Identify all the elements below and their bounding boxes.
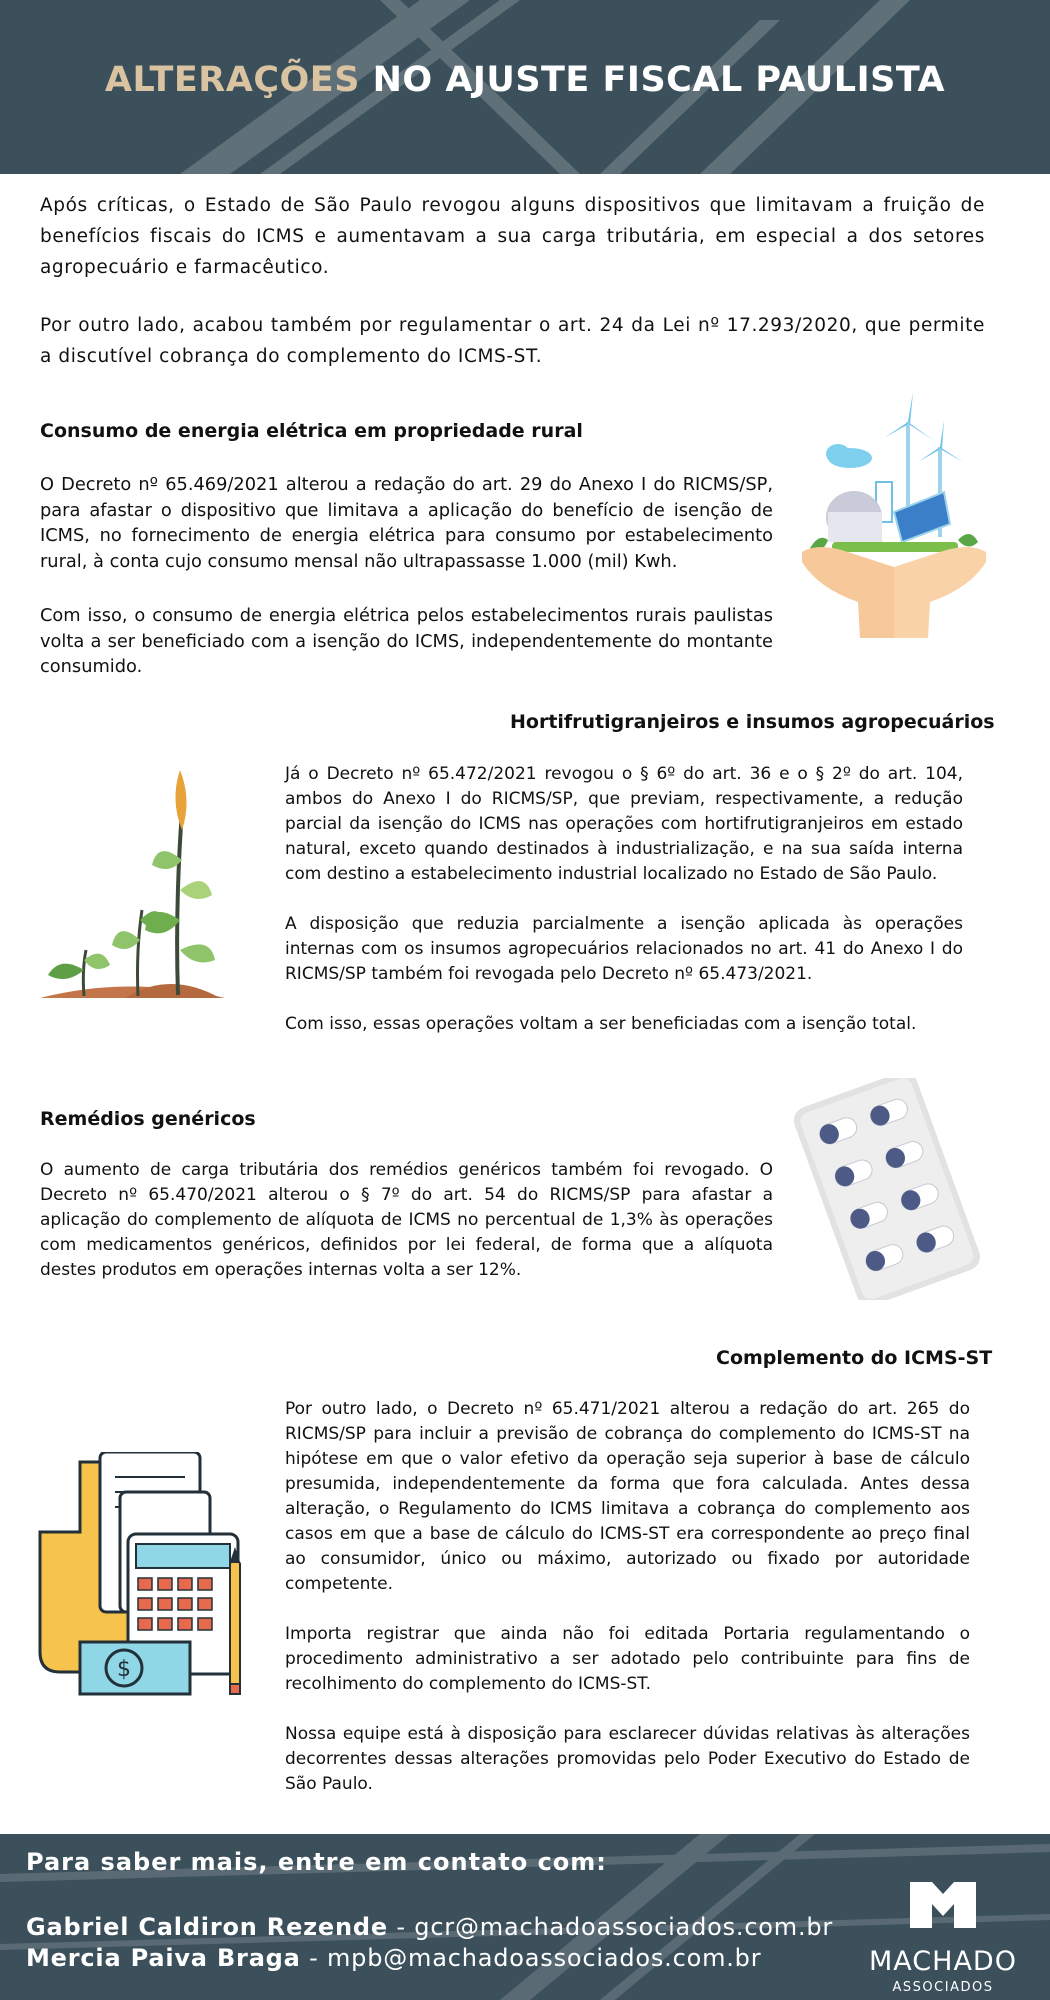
- wind-energy-hands-icon: [798, 392, 990, 638]
- page-footer: [0, 1834, 1050, 2000]
- energia-paragraph-2: Com isso, o consumo de energia elétrica pelos estabelecimentos rurais paulistas volta a ser beneficiado com a isenção do ICMS, independentemente do montante consumido.: [40, 605, 773, 677]
- section-title-icmsst: Complemento do ICMS-ST: [716, 1347, 993, 1369]
- contact-row-1: [26, 1913, 833, 1941]
- energia-paragraph-1: O Decreto nº 65.469/2021 alterou a redação do art. 29 do Anexo I do RICMS/SP, para afastar o dispositivo que limitava a aplicação do benefício de isenção de ICMS, no fornecimento de energia elétrica para consumo por estabelecimento rural, à conta cujo consumo mensal não ultrapassasse 1.000 (mil) Kwh.: [40, 474, 773, 572]
- icmsst-paragraph-2: Importa registrar que ainda não foi editada Portaria regulamentando o procedimento administrativo a ser adotado pelo contribuinte para fins de recolhimento do complemento do ICMS-ST.: [285, 1624, 970, 1694]
- section-title-energia: Consumo de energia elétrica em propriedade rural: [40, 420, 583, 442]
- page-title: [0, 60, 1050, 100]
- horti-paragraph-2: A disposição que reduzia parcialmente a isenção aplicada às operações internas com os insumos agropecuários relacionados no art. 41 do Anexo I do RICMS/SP também foi revogada pelo Decreto nº 65.473/2021.: [285, 914, 963, 984]
- page-title-accent: ALTERAÇÕES: [104, 60, 360, 100]
- pill-blister-icon: [784, 1078, 989, 1300]
- page-header: [0, 0, 1050, 174]
- svg-text:$: $: [117, 1657, 131, 1682]
- contact-email-2[interactable]: mpb@machadoassociados.com.br: [327, 1944, 762, 1972]
- logo-name: MACHADO: [869, 1946, 1017, 1977]
- section-title-horti: Hortifrutigranjeiros e insumos agropecuários: [510, 711, 995, 733]
- icmsst-paragraph-1: Por outro lado, o Decreto nº 65.471/2021 alterou a redação do art. 265 do RICMS/SP para incluir a previsão de cobrança do complemento do ICMS-ST na hipótese em que o valor efetivo da operação seja superior à base de cálculo presumida, independentemente da forma que fora calculada. Antes dessa alteração, o Regulamento do ICMS limitava a cobrança do complemento aos casos em que a base de cálculo do ICMS-ST era correspondente ao preço final ao consumidor, único ou máximo, autorizado ou fixado por autoridade competente.: [285, 1399, 970, 1594]
- contact-name-2: Mercia Paiva Braga: [26, 1944, 301, 1972]
- contact-name-1: Gabriel Caldiron Rezende: [26, 1913, 388, 1941]
- machado-logo: [868, 1882, 1018, 1995]
- contact-sep-1: -: [387, 1913, 415, 1941]
- contact-row-2: [26, 1944, 761, 1972]
- horti-paragraph-1: Já o Decreto nº 65.472/2021 revogou o § 6º do art. 36 e o § 2º do art. 104, ambos do Anexo I do RICMS/SP, que previam, respectivamente, a redução parcial da isenção do ICMS nas operações com hortifrutigranjeiros em estado natural, exceto quando destinados à industrialização, e na sua saída interna com destino a estabelecimento industrial localizado no Estado de São Paulo.: [285, 764, 963, 884]
- page-title-rest: NO AJUSTE FISCAL PAULISTA: [359, 60, 946, 100]
- machado-logo-icon: [910, 1882, 976, 1928]
- remedios-paragraph-1: O aumento de carga tributária dos remédios genéricos também foi revogado. O Decreto nº 65.470/2021 alterou o § 7º do art. 54 do RICMS/SP para afastar a aplicação do complemento de alíquota de ICMS no percentual de 1,3% às operações com medicamentos genéricos, definidos por lei federal, de forma que a alíquota destes produtos em operações internas volta a ser 12%.: [40, 1160, 773, 1280]
- icmsst-paragraph-3: Nossa equipe está à disposição para esclarecer dúvidas relativas às alterações decorrentes dessas alterações promovidas pelo Poder Executivo do Estado de São Paulo.: [285, 1724, 970, 1794]
- footer-title: Para saber mais, entre em contato com:: [26, 1848, 607, 1876]
- section-title-remedios: Remédios genéricos: [40, 1108, 256, 1130]
- calculator-documents-icon: [20, 1452, 250, 1702]
- logo-subtitle: ASSOCIADOS: [892, 1980, 994, 1995]
- intro-paragraph-2: Por outro lado, acabou também por regulamentar o art. 24 da Lei nº 17.293/2020, que permite a discutível cobrança do complemento do ICMS-ST.: [40, 315, 985, 367]
- horti-paragraph-3: Com isso, essas operações voltam a ser beneficiadas com a isenção total.: [285, 1014, 917, 1034]
- contact-email-1[interactable]: gcr@machadoassociados.com.br: [414, 1913, 834, 1941]
- intro-paragraph-1: Após críticas, o Estado de São Paulo revogou alguns dispositivos que limitavam a fruição de benefícios fiscais do ICMS e aumentavam a sua carga tributária, em especial a dos setores agropecuário e farmacêutico.: [40, 195, 985, 278]
- plant-sprouts-icon: [40, 770, 225, 1000]
- contact-sep-2: -: [300, 1944, 327, 1972]
